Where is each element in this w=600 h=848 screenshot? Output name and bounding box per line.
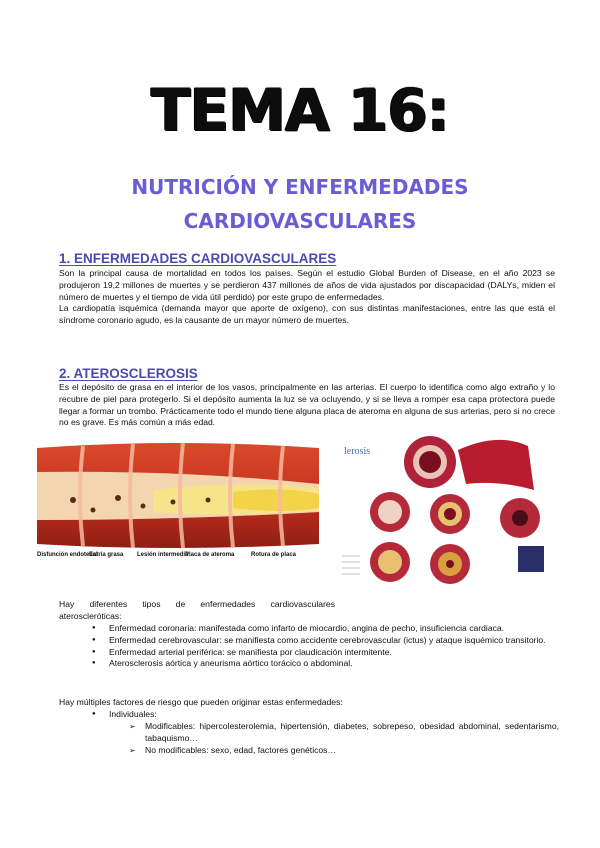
list-item: ● Enfermedad cerebrovascular: se manifiesta como accidente cerebrovascular (ictus) y ataque isquémico transitorio. (59, 635, 559, 647)
section-1-body (59, 268, 555, 327)
subtitle-line-2: CARDIOVASCULARES (183, 209, 417, 233)
risk-list (59, 709, 559, 721)
list-item (59, 709, 559, 721)
section-1-paragraph-1: Son la principal causa de mortalidad en todos los países. Según el estudio Global Burden of Disease, en el año 2023 se produjeron 19,2 millones de muertes y se perdieron 437 millones de años de vida ajustados por discapacidad (DALYs, miden el número de muertes y el tiempo de vida útil perdido) por este grupo de enfermedades. (59, 268, 555, 302)
list-item: ● Enfermedad coronaria: manifestada como infarto de miocardio, angina de pecho, insuficiencia cardiaca. (59, 623, 559, 635)
subtitle-line-1: NUTRICIÓN Y ENFERMEDADES (131, 175, 469, 199)
artery-cross-sections-figure (338, 432, 552, 592)
section-1-paragraph-2: La cardiopatía isquémica (demanda mayor que aporte de oxígeno), con sus distintas manifestaciones, entre las que está el síndrome coronario agudo, es la causante de un mayor número de muertes. (59, 303, 555, 326)
atherosclerosis-progression-figure (33, 440, 323, 572)
risk-intro: Hay múltiples factores de riesgo que pueden originar estas enfermedades: (59, 697, 343, 707)
risk-sublist (59, 721, 559, 756)
list-item: ➢ No modificables: sexo, edad, factores genéticos… (59, 745, 559, 757)
list-item: ● Enfermedad arterial periférica: se manifiesta por claudicación intermitente. (59, 647, 559, 659)
list-item: ➢ Modificables: hipercolesterolemia, hipertensión, diabetes, sobrepeso, obesidad abdominal, sedentarismo, tabaquismo… (59, 721, 559, 745)
label-disfuncion-endotelial: Disfunción endotelial (37, 552, 98, 558)
section-2-heading: 2. ATEROSCLEROSIS (59, 366, 198, 381)
label-lesion-intermedia: Lesión intermedia (137, 552, 189, 558)
risk-group-label: Individuales: (109, 709, 157, 719)
types-intro: Hay diferentes tipos de enfermedades cardiovasculares ateroscleróticas: (59, 599, 335, 621)
section-1-heading: 1. ENFERMEDADES CARDIOVASCULARES (59, 251, 337, 266)
label-rotura-placa: Rotura de placa (251, 552, 297, 558)
label-estria-grasa: Estría grasa (89, 552, 124, 558)
types-list (59, 623, 559, 670)
label-placa-ateroma: Placa de ateroma (185, 552, 235, 558)
list-item: ● Aterosclerosis aórtica y aneurisma aórtico torácico o abdominal. (59, 658, 559, 670)
figure-right-label: lerosis (344, 446, 371, 457)
page-title: TEMA 16: (151, 76, 449, 144)
section-2-paragraph: Es el depósito de grasa en el interior de los vasos, principalmente en las arterias. El cuerpo lo identifica como algo extraño y lo recubre de piel para protegerlo. Si el depósito aumenta la luz se va ocluyendo, y si se lleva a romper esa capa protectora puede llegar a formar un trombo. Prácticamente todo el mundo tiene alguna placa de ateroma en alguna de sus arterias, pero si no crece no es grave. Es más común a más edad. (59, 382, 555, 428)
